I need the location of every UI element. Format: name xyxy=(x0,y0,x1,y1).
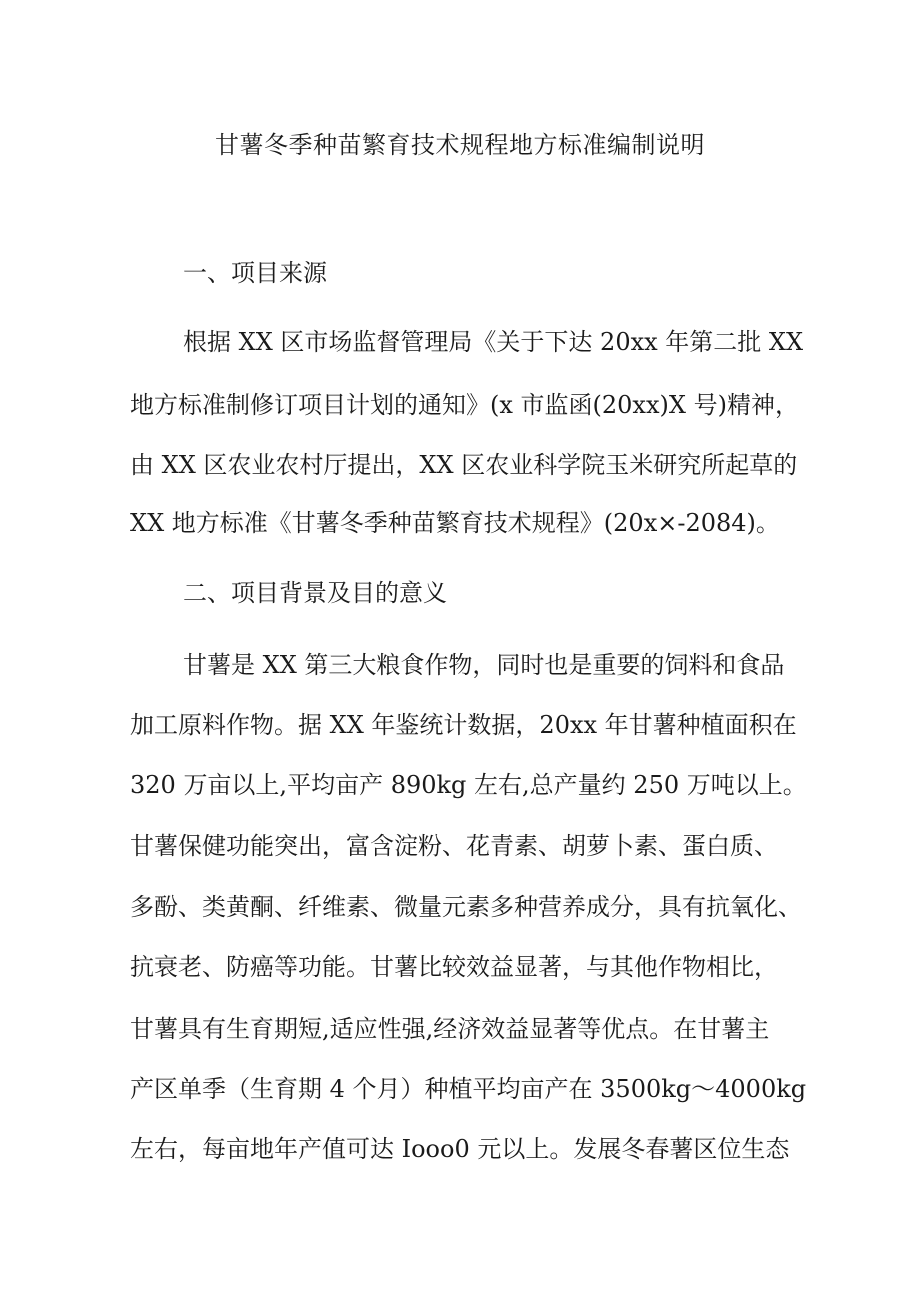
paragraph-line: 根据 XX 区市场监督管理局《关于下达 20xx 年第二批 XX xyxy=(183,328,804,356)
paragraph-line: 地方标准制修订项目计划的通知》(x 市监函(20xx)X 号)精神， xyxy=(130,391,799,419)
paragraph-line: 320 万亩以上,平均亩产 890kg 左右,总产量约 250 万吨以上。 xyxy=(130,771,807,799)
paragraph-line: XX 地方标准《甘薯冬季种苗繁育技术规程》(20x×-2084)。 xyxy=(130,509,780,537)
paragraph-line: 抗衰老、防癌等功能。甘薯比较效益显著，与其他作物相比， xyxy=(130,953,778,981)
paragraph-line: 甘薯具有生育期短,适应性强,经济效益显著等优点。在甘薯主 xyxy=(130,1015,770,1043)
section-heading-1: 一、项目来源 xyxy=(183,259,327,287)
document-title: 甘薯冬季种苗繁育技术规程地方标准编制说明 xyxy=(215,131,705,159)
paragraph-line: 甘薯是 XX 第三大粮食作物，同时也是重要的饲料和食品 xyxy=(183,651,785,679)
section-heading-2: 二、项目背景及目的意义 xyxy=(183,579,447,607)
paragraph-line: 产区单季（生育期 4 个月）种植平均亩产在 3500kg～4000kg xyxy=(130,1075,807,1103)
paragraph-line: 加工原料作物。据 XX 年鉴统计数据，20xx 年甘薯种植面积在 xyxy=(130,711,797,739)
paragraph-line: 多酚、类黄酮、纤维素、微量元素多种营养成分，具有抗氧化、 xyxy=(130,893,802,921)
paragraph-line: 由 XX 区农业农村厅提出，XX 区农业科学院玉米研究所起草的 xyxy=(130,451,798,479)
paragraph-line: 甘薯保健功能突出，富含淀粉、花青素、胡萝卜素、蛋白质、 xyxy=(130,832,778,860)
paragraph-line: 左右，每亩地年产值可达 Iooo0 元以上。发展冬春薯区位生态 xyxy=(130,1135,790,1163)
